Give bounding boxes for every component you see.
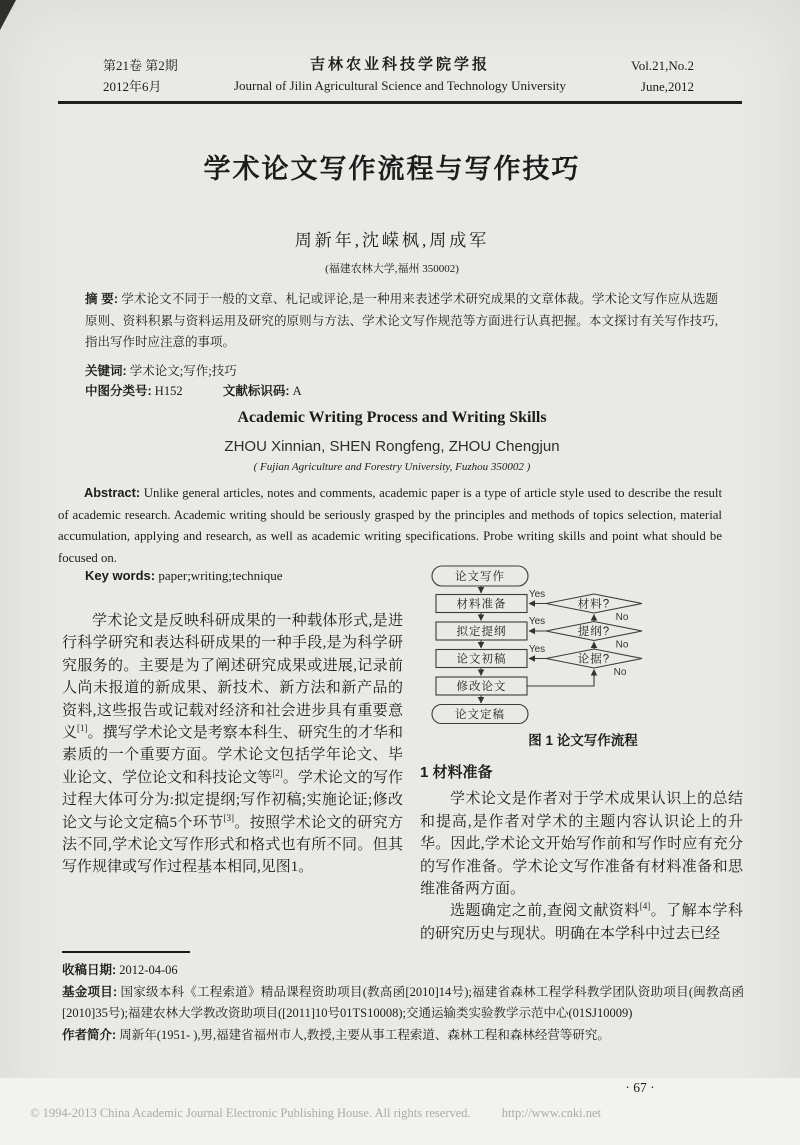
decision-node-1-label: 材料? (577, 598, 611, 611)
received-label: 收稿日期: (62, 963, 117, 977)
keywords-text-en: paper;writing;technique (158, 568, 283, 583)
footnotes-block (62, 960, 744, 1046)
abstract-text-cn: 学术论文不同于一般的文章、札记或评论,是一种用来表述学术研究成果的文章体裁。学术论文写作应从选题原则、资料积累与资料运用及研究的原则与方法、学术论文写作规范等方面进行认真把握。本文探讨有关写作技巧,指出写作时应注意的事项。 (85, 292, 719, 349)
decision-node-3-label: 论据? (577, 653, 611, 666)
keywords-label-en: Key words: (85, 568, 156, 583)
section-1-heading: 1 材料准备 (420, 764, 493, 781)
abstract-label-en: Abstract: (84, 485, 141, 500)
body-column-right (420, 762, 743, 945)
journal-title-cn: 吉林农业科技学院学报 (309, 57, 490, 73)
footnote-divider (62, 951, 190, 953)
received-value: 2012-04-06 (119, 963, 178, 977)
header-volume-en: Vol.21,No.2 (631, 58, 694, 73)
step-node-4-label: 修改论文 (456, 681, 507, 693)
section-1-paragraph-2: 选题确定之前,查阅文献资料[4]。了解本学科的研究历史与现状。明确在本学科中过去已经 (420, 901, 743, 942)
keywords-label-cn: 关键词: (85, 364, 127, 378)
affiliation-cn: (福建农林大学,福州 350002) (325, 263, 459, 275)
start-node-label: 论文写作 (455, 571, 505, 583)
abstract-cn-block (85, 289, 718, 354)
received-date-line (62, 960, 744, 982)
figure-caption: 图 1 论文写作流程 (528, 733, 638, 748)
journal-title-en: Journal of Jilin Agricultural Science and Technology University (233, 78, 567, 93)
clc-value: H152 (154, 384, 183, 398)
clc-label: 中图分类号: (85, 384, 152, 398)
authors-cn: 周新年,沈嵘枫,周成军 (294, 231, 490, 250)
step-node-1-label: 材料准备 (456, 598, 507, 611)
clc-line (85, 381, 718, 399)
arrow-feedback-step4-d3 (527, 670, 594, 687)
keywords-cn-line (85, 361, 718, 379)
yes-label-2: Yes (528, 616, 546, 627)
author-bio-line (62, 1025, 744, 1047)
copyright-text: © 1994-2013 China Academic Journal Electronic Publishing House. All rights reserved. (30, 1106, 471, 1120)
header-volume-issue-cn: 第21卷 第2期 (103, 58, 178, 73)
header-date-cn: 2012年6月 (103, 79, 162, 94)
yes-label-3: Yes (528, 644, 546, 655)
figure-flowchart (424, 561, 742, 731)
abstract-label-cn: 摘 要: (85, 292, 119, 306)
fund-label: 基金项目: (62, 984, 118, 999)
page-number: · 67 · (625, 1080, 655, 1095)
affiliation-en: ( Fujian Agriculture and Forestry University, Fuzhou 350002 ) (253, 461, 531, 473)
section-1-paragraph-1: 学术论文是作者对于学术成果认识上的总结和提高,是作者对学术的主题内容认识论上的升华。因此,学术论文开始写作前和写作时应有充分的写作准备。学术论文写作准备有材料准备和思维准备两方面。 (420, 791, 743, 898)
keywords-text-cn: 学术论文;写作;技巧 (129, 364, 237, 378)
step-node-2-label: 拟定提纲 (456, 626, 507, 638)
fund-project-line (62, 982, 744, 1025)
doc-code-label: 文献标识码: (222, 384, 290, 398)
scan-corner-artifact (0, 0, 16, 30)
copyright-bar (30, 1106, 790, 1121)
article-title-en: Academic Writing Process and Writing Skills (237, 409, 547, 426)
header-date-en: June,2012 (640, 79, 694, 94)
bio-label: 作者简介: (62, 1027, 117, 1042)
end-node-label: 论文定稿 (455, 709, 505, 721)
step-node-3-label: 论文初稿 (456, 653, 507, 666)
decision-node-2-label: 提纲? (577, 626, 611, 638)
cnki-url: http://www.cnki.net (501, 1106, 601, 1120)
authors-en: ZHOU Xinnian, SHEN Rongfeng, ZHOU Chengjun (224, 438, 560, 455)
doc-code-value: A (292, 384, 302, 398)
header-volume-block (582, 55, 694, 97)
abstract-text-en: Unlike general articles, notes and comments, academic paper is a type of article style used to describe the result of academic research. Academic writing should be seriously grasped by the principles and methods of topics selection, material accumulation, applying and research, as well as academic writing specifications. Probe writing skills and point what should be focused on. (58, 486, 722, 565)
yes-label-1: Yes (528, 589, 546, 600)
fund-value: 国家级本科《工程索道》精品课程资助项目(教高函[2010]14号);福建省森林工程学科教学团队资助项目(闽教高函[2010]35号);福建农林大学教改资助项目([2011]10号01TS10008);交通运输类实验教学示范中心(01SJ10009) (62, 984, 744, 1020)
no-label-3: No (613, 667, 627, 678)
bio-value: 周新年(1951- ),男,福建省福州市人,教授,主要从事工程索道、森林工程和森林经营等研究。 (119, 1027, 610, 1042)
header-rule (58, 101, 742, 104)
body-column-left (62, 610, 403, 879)
intro-paragraph: 学术论文是反映科研成果的一种载体形式,是进行科学研究和表达科研成果的一种手段,是为科学研究服务的。主要是为了阐述研究成果或进展,记录前人尚未报道的新成果、新技术、新方法和新产品的资料,这些报告或记载对经济和社会进步具有重要意义[1]。撰写学术论文是考察本科生、研究生的才华和素质的一个重要方面。学术论文包括学年论文、毕业论文、学位论文和科技论文等[2]。学术论文的写作过程大体可分为:拟定提纲;写作初稿;实施论证;修改论文与论文定稿5个环节[3]。按照学术论文的研究方法不同,学术论文写作形式和格式也有所不同。但其写作规律或写作过程基本相同,见图1。 (62, 613, 403, 876)
article-title-cn: 学术论文写作流程与写作技巧 (203, 154, 581, 184)
abstract-en-block (58, 482, 722, 569)
no-label-1: No (615, 612, 629, 623)
no-label-2: No (615, 639, 629, 651)
